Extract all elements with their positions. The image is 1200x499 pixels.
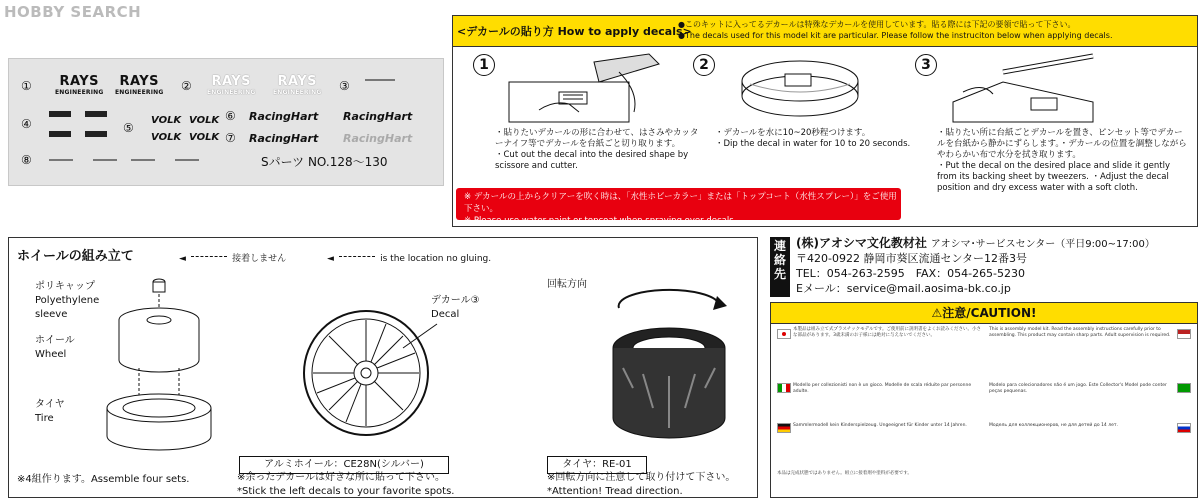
wheel-assembly-panel <box>8 237 758 498</box>
caution-title: ⚠注意/CAUTION! <box>771 303 1197 324</box>
note-en: ●The decals used for this model kit are particular. Please follow the instruciton below when applying decals. <box>678 31 1113 40</box>
parts-number-label: Sパーツ NO.128～130 <box>261 155 388 169</box>
decal-number-5: ⑤ <box>123 121 134 135</box>
spray-warning-en: ※ Please use water paint or topcoat when spraying over decals. <box>464 216 737 226</box>
step-2-text: ・デカールを水に10~20秒程つけます。 ・Dip the decal in water for 10 to 20 seconds. <box>715 128 911 149</box>
contact-company-line: (株)アオシマ文化教材社 アオシマ･サービスセンター（平日9:00~17:00） <box>796 236 1155 250</box>
water-dish-illustration <box>735 56 865 126</box>
tiny-decal <box>49 159 73 161</box>
contact-email: Eメール：service@mail.aosima-bk.co.jp <box>796 282 1011 295</box>
volk-logo: VOLK <box>151 115 182 126</box>
japan-flag-icon <box>777 329 791 339</box>
note-extra-decals: ※余ったデカールは好きな所に貼って下さい。 *Stick the left decals to your favorite spots. <box>237 472 455 497</box>
tire-spec-box: タイヤ：RE-01 <box>547 456 647 474</box>
label-rotation-direction: 回転方向 <box>547 279 587 290</box>
rays-logo-white: RAYS ENGINEERING <box>207 74 256 96</box>
note-jp: ●このキットに入ってるデカールは特殊なデカールを使用しています。貼る際には下記の要領で貼って下さい。 <box>678 20 1076 29</box>
racinghart-logo-3: RacingHart <box>249 132 319 145</box>
rays-logo-black-2: RAYS ENGINEERING <box>115 74 164 96</box>
note-tread-direction: ※回転方向に注意して取り付けて下さい。 *Attention! Tread direction. <box>547 472 736 497</box>
step-3-text: ・貼りたい所に台紙ごとデカールを置き、ピンセット等でデカールを台紙から静かにずらします。・デカールの位置を調整しながらやわらかい布で水分を拭き取ります。 ・Put the decal on the desired place and slide it gently from its backing sheet by tweezers. ・Adjust the decal position and dry excess water with a soft cloth. <box>937 128 1187 193</box>
germany-flag-icon <box>777 423 791 433</box>
tire-illustration <box>599 278 739 458</box>
rays-small-decal <box>49 111 71 117</box>
decal-number-1: ① <box>21 79 32 93</box>
assembly-title: ホイールの組み立て <box>17 249 134 264</box>
decal-pointer-line <box>399 322 439 352</box>
decal-number-8: ⑧ <box>21 153 32 167</box>
italy-flag-icon <box>777 383 791 393</box>
legend-no-glue-en: ◄ is the location no gluing. <box>327 254 492 264</box>
contact-info <box>770 237 1196 297</box>
caution-en-text: This is assembly model kit. Read the assembly instructions carefully prior to assembling. This product may contain sharp parts. Adult supervision is required. <box>989 327 1171 338</box>
tiny-decal-2 <box>93 159 117 161</box>
racinghart-logo-4: RacingHart <box>343 132 413 145</box>
caution-ru-text: Модель для коллекционеров, не для детей до 14 лет. <box>989 423 1118 428</box>
caution-it-text: Modello per collezionisti non è un gioco. Modelle de scala réduite par personne adulte. <box>793 383 972 394</box>
tiny-decal-4 <box>175 159 199 161</box>
rays-logo-white-2: RAYS ENGINEERING <box>273 74 322 96</box>
volk-logo-4: VOLK <box>189 132 220 143</box>
rays-logo-black: RAYS ENGINEERING <box>55 74 104 96</box>
rays-small-decal-2 <box>85 111 107 117</box>
legend-no-glue-jp: ◄ 接着しません <box>179 254 287 264</box>
volk-logo-3: VOLK <box>151 132 182 143</box>
wheel-spec-box: アルミホイール：CE28N(シルバー) <box>239 456 449 474</box>
caution-jp-text: 本製品は組み立て式プラスチックモデルです。ご使用前に説明書をよくお読みください。小さな部品があります。3歳未満のお子様には絶対に与えないでください。 <box>793 327 982 338</box>
step-number-3: 3 <box>915 54 937 76</box>
brazil-flag-icon <box>1177 383 1191 393</box>
contact-address: 〒420-0922 静岡市葵区流通センター12番3号 <box>796 252 1028 265</box>
step-1-text: ・貼りたいデカールの形に合わせて、はさみやカッターナイフ等でデカールを台紙ごと切り取ります。 ・Cut out the decal into the desired shape by scissore and cutter. <box>495 128 699 171</box>
tiny-decal-strip <box>365 79 395 81</box>
decal-instructions-title: <デカールの貼り方 How to apply decals> <box>457 25 692 38</box>
step-number-2: 2 <box>693 54 715 76</box>
note-assemble-four: ※4組作ります。Assemble four sets. <box>17 474 190 485</box>
label-polycap: ポリキャップ Polyethylene sleeve <box>35 281 100 320</box>
decal-number-6: ⑥ <box>225 109 236 123</box>
label-decal-3: デカール③ Decal <box>431 295 480 320</box>
caution-es-text: Modelo para colecionadores não é um jogo. Este Collector's Model pode conter peças pequenas. <box>989 383 1167 394</box>
label-tire: タイヤ Tire <box>35 399 65 424</box>
cutting-decal-illustration <box>499 52 669 126</box>
exploded-wheel-illustration <box>99 268 219 458</box>
decal-number-3: ③ <box>339 79 350 93</box>
decal-number-4: ④ <box>21 117 32 131</box>
hobby-search-watermark: HOBBY SEARCH <box>4 3 142 21</box>
contact-phone: TEL：054-263-2595 FAX：054-265-5230 <box>796 267 1026 280</box>
rays-small-decal-4 <box>85 131 107 137</box>
step-number-1: 1 <box>473 54 495 76</box>
contact-label: 連絡先 <box>770 237 790 297</box>
spray-warning-jp: ※ デカールの上からクリアーを吹く時は、「水性ホビーカラー」または「トップコート（水性スプレー）」をご使用下さい。 <box>464 192 897 214</box>
decal-sheet <box>8 58 444 186</box>
caution-panel <box>770 302 1198 498</box>
racinghart-logo-2: RacingHart <box>343 110 413 123</box>
caution-footer-text: 本品は完成状態ではありません。組立に接着剤や塗料が必要です。 <box>777 471 912 476</box>
sliding-decal-illustration <box>943 52 1103 126</box>
russia-flag-icon <box>1177 423 1191 433</box>
volk-logo-2: VOLK <box>189 115 220 126</box>
racinghart-logo: RacingHart <box>249 110 319 123</box>
rays-small-decal-3 <box>49 131 71 137</box>
caution-de-text: Sammlermodell kein Kinderspielzeug. Ungeeignet für Kinder unter 14 Jahren. <box>793 423 967 428</box>
label-wheel: ホイール Wheel <box>35 335 75 360</box>
decal-instructions-header <box>453 16 1197 47</box>
spray-warning-banner <box>456 188 901 226</box>
decal-number-2: ② <box>181 79 192 93</box>
decal-number-7: ⑦ <box>225 131 236 145</box>
usa-flag-icon <box>1177 329 1191 339</box>
tiny-decal-3 <box>131 159 155 161</box>
decal-instructions-note <box>678 19 1112 41</box>
